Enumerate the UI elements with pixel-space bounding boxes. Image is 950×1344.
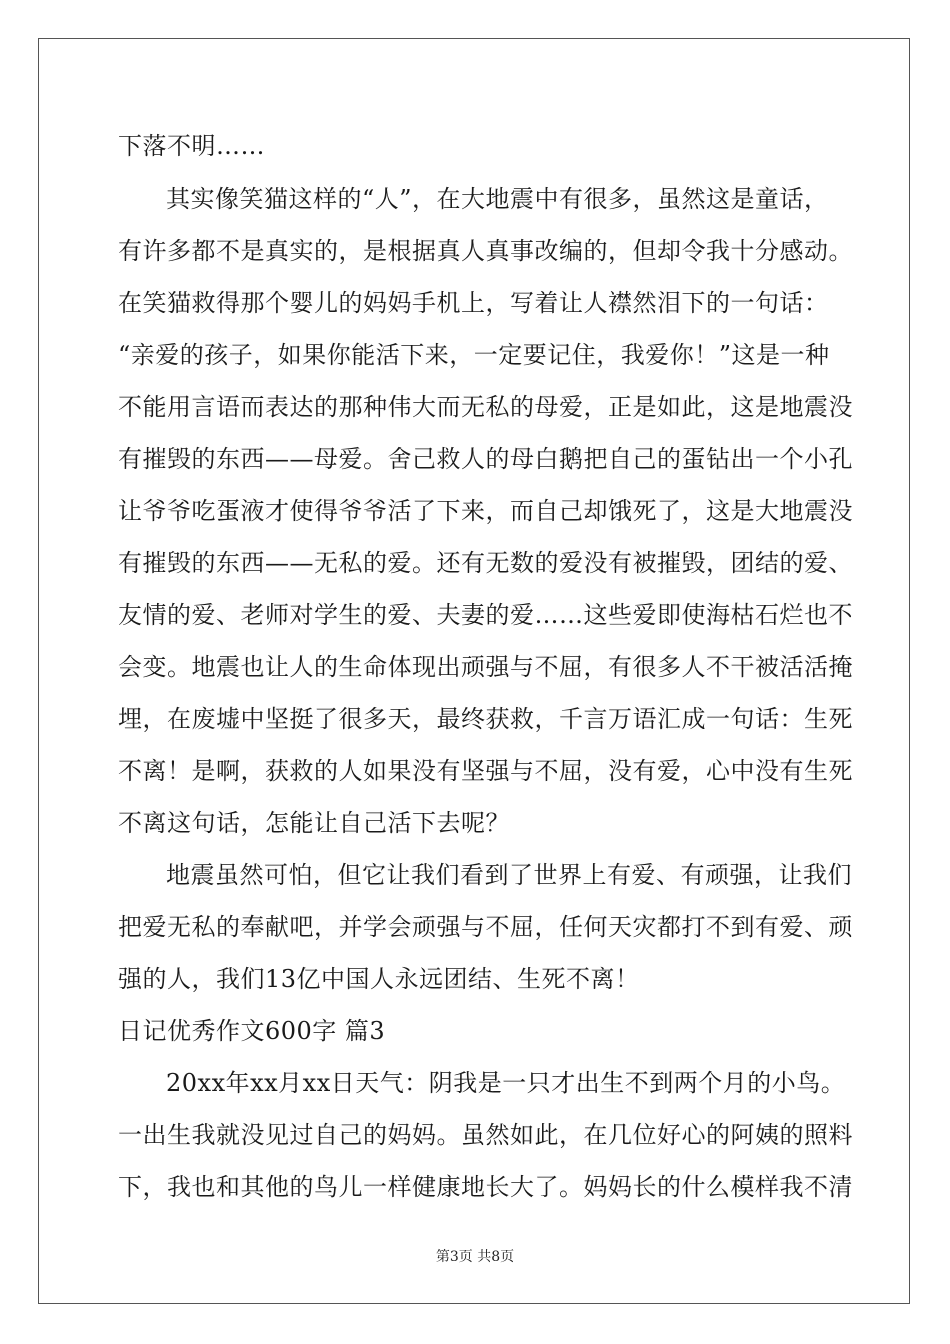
text-line: 不离！是啊，获救的人如果没有坚强与不屈，没有爱，心中没有生死 xyxy=(118,757,853,785)
text-line: “亲爱的孩子，如果你能活下来，一定要记住，我爱你！”这是一种 xyxy=(118,341,830,369)
section-heading: 日记优秀作文600字 篇3 xyxy=(118,1017,386,1045)
text-line: 友情的爱、老师对学生的爱、夫妻的爱……这些爱即使海枯石烂也不 xyxy=(118,601,853,629)
text-line: 把爱无私的奉献吧，并学会顽强与不屈，任何天灾都打不到有爱、顽 xyxy=(118,913,853,941)
paragraph-first-line: 地震虽然可怕，但它让我们看到了世界上有爱、有顽强，让我们 xyxy=(166,861,852,889)
text-line: 有许多都不是真实的，是根据真人真事改编的，但却令我十分感动。 xyxy=(118,237,853,265)
text-line: 埋，在废墟中坚挺了很多天，最终获救，千言万语汇成一句话：生死 xyxy=(118,705,853,733)
text-line: 会变。地震也让人的生命体现出顽强与不屈，有很多人不干被活活掩 xyxy=(118,653,853,681)
text-line: 下落不明…… xyxy=(118,132,265,160)
text-line: 不能用言语而表达的那种伟大而无私的母爱，正是如此，这是地震没 xyxy=(118,393,853,421)
text-line: 下，我也和其他的鸟儿一样健康地长大了。妈妈长的什么模样我不清 xyxy=(118,1173,853,1201)
text-line: 在笑猫救得那个婴儿的妈妈手机上，写着让人襟然泪下的一句话： xyxy=(118,289,829,317)
page-number-footer: 第3页 共8页 xyxy=(435,1249,515,1265)
text-line: 强的人，我们13亿中国人永远团结、生死不离！ xyxy=(118,965,640,993)
text-line: 让爷爷吃蛋液才使得爷爷活了下来，而自己却饿死了，这是大地震没 xyxy=(118,497,853,525)
text-line: 不离这句话，怎能让自己活下去呢？ xyxy=(118,809,510,837)
paragraph-first-line: 其实像笑猫这样的“人”，在大地震中有很多，虽然这是童话， xyxy=(166,185,829,213)
text-line: 一出生我就没见过自己的妈妈。虽然如此，在几位好心的阿姨的照料 xyxy=(118,1121,853,1149)
paragraph-first-line: 20xx年xx月xx日天气：阴我是一只才出生不到两个月的小鸟。 xyxy=(166,1069,846,1097)
text-line: 有摧毁的东西——母爱。舍己救人的母白鹅把自己的蛋钻出一个小孔 xyxy=(118,445,853,473)
text-line: 有摧毁的东西——无私的爱。还有无数的爱没有被摧毁，团结的爱、 xyxy=(118,549,853,577)
